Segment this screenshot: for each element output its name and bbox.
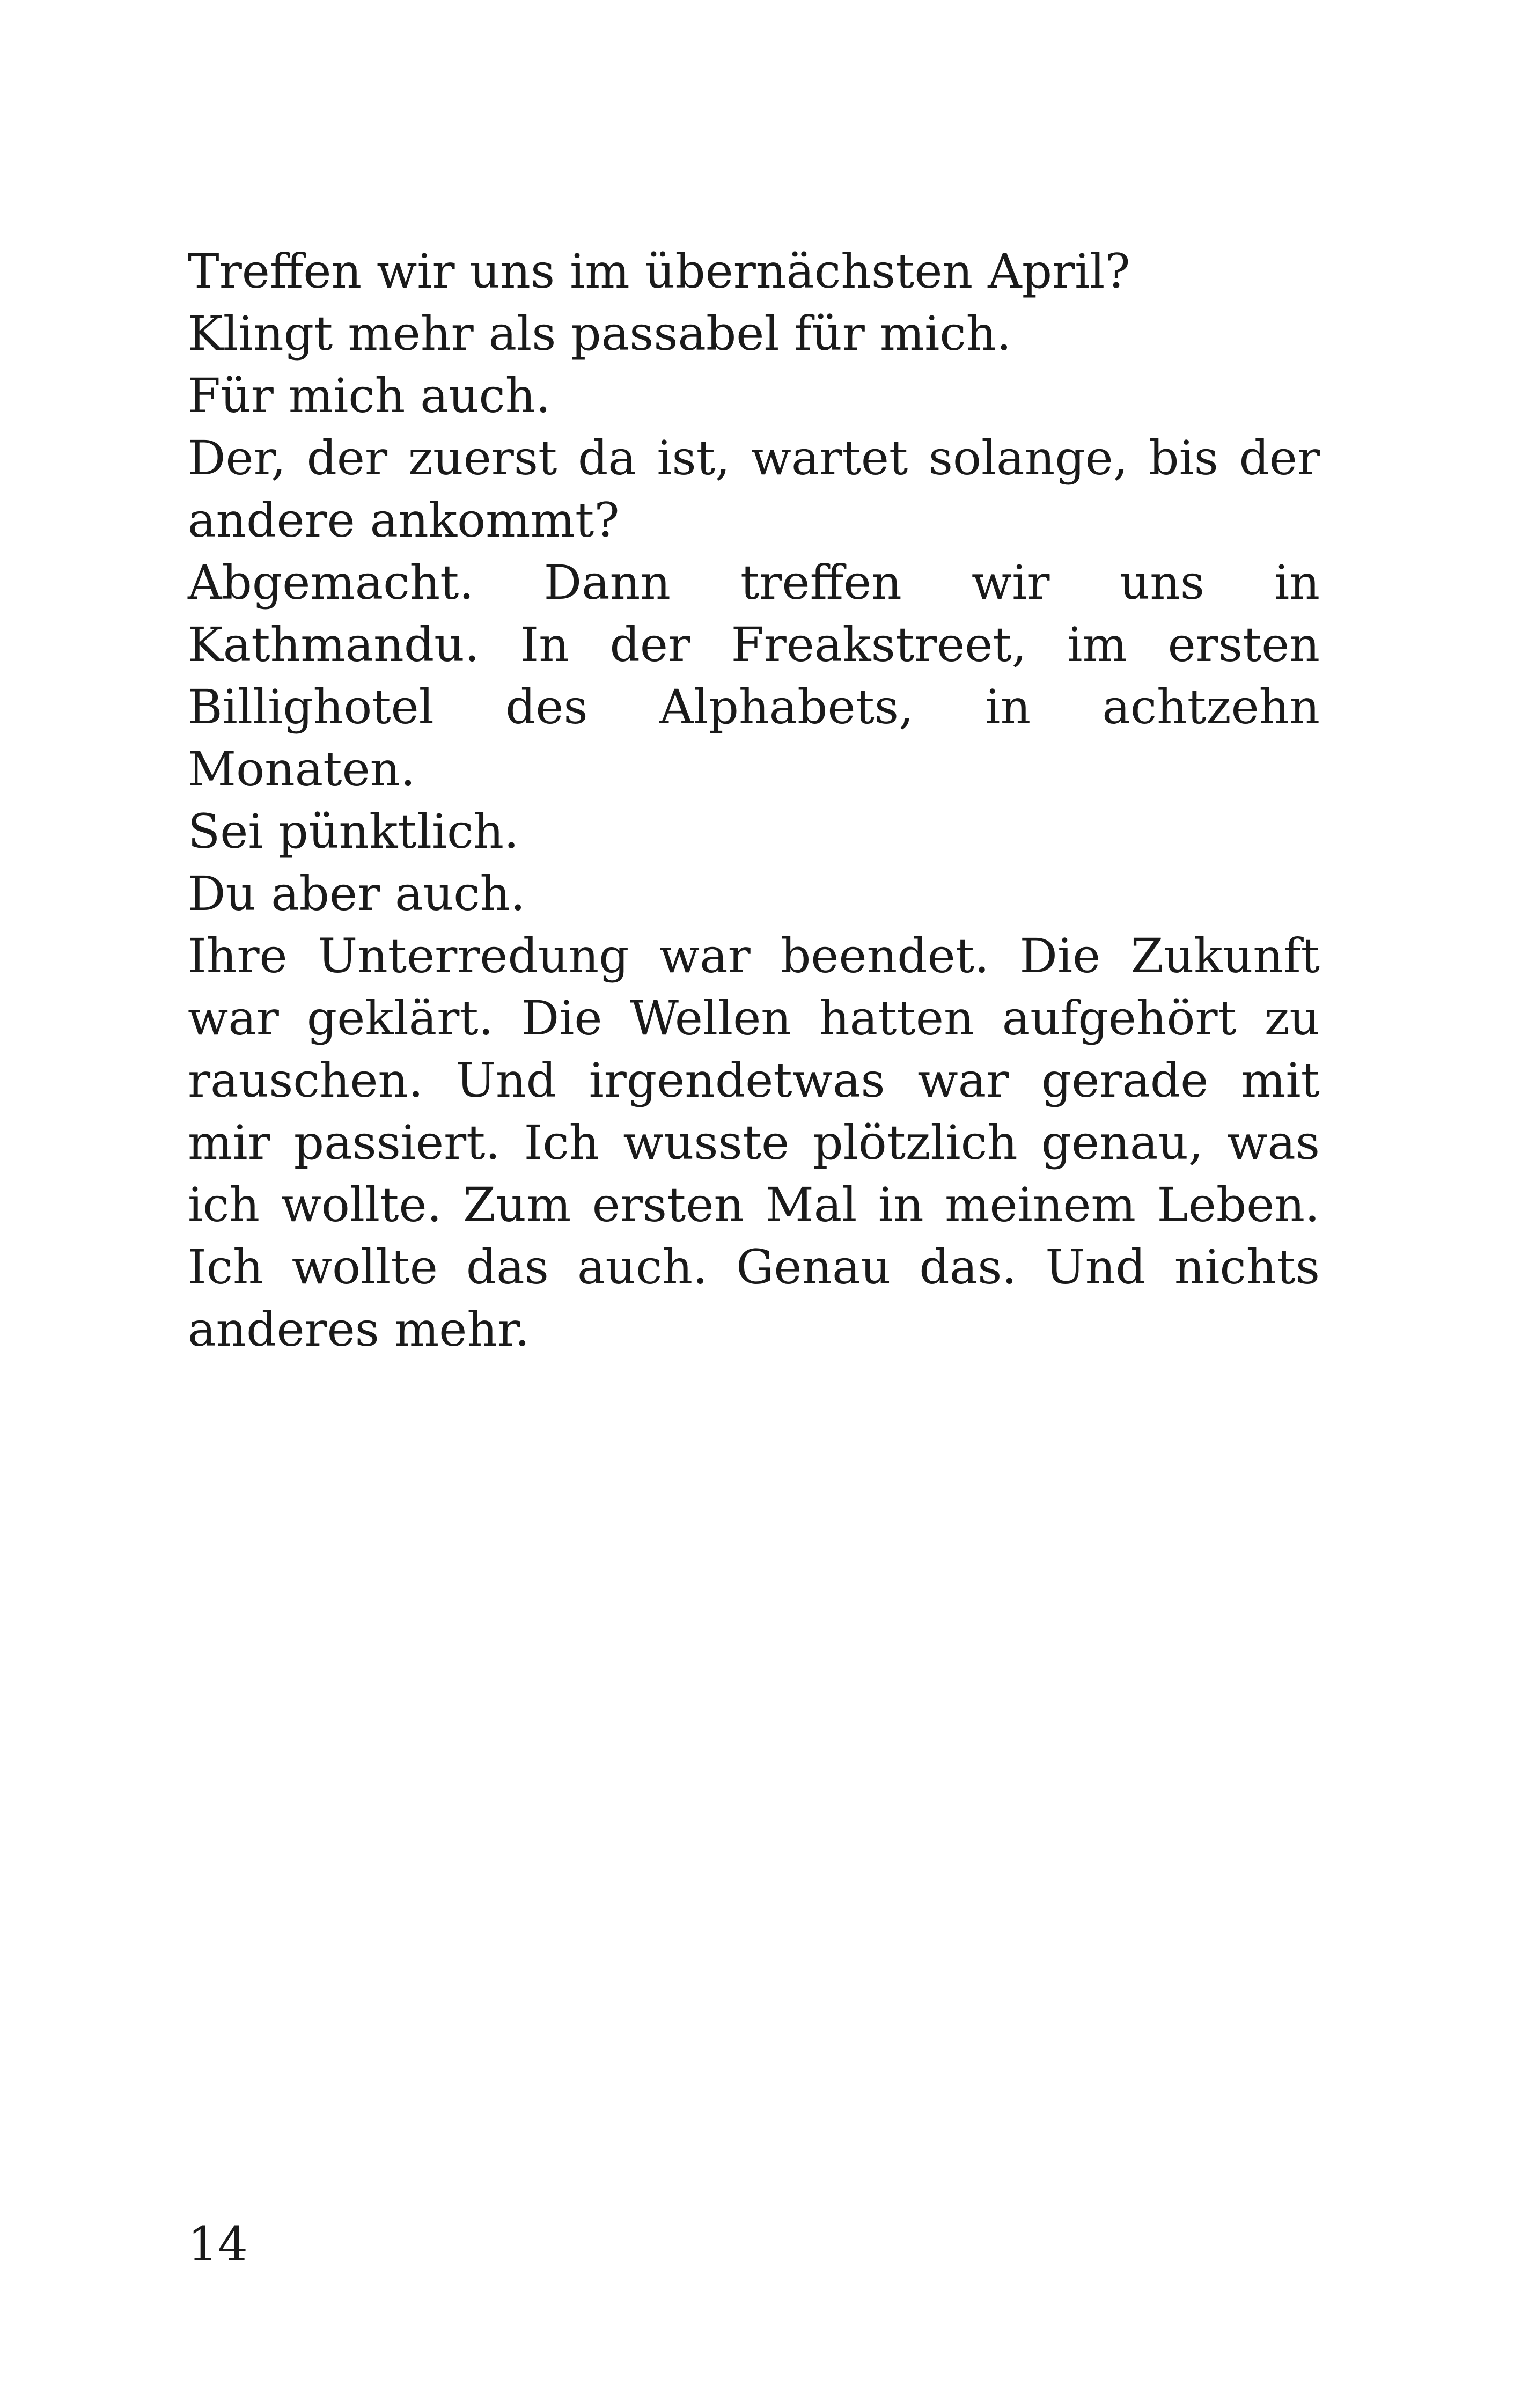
dialogue-line: Der, der zuerst da ist, wartet solange, bis der andere ankommt? xyxy=(188,430,1320,548)
narrative-paragraph: Ihre Unterredung war beendet. Die Zukunft war geklärt. Die Wellen hatten aufgehört zu rauschen. Und irgendetwas war gerade mit mir passiert. Ich wusste plötzlich genau, was ich wollte. Zum ersten Mal in meinem Leben. Ich wollte das auch. Genau das. Und nichts anderes mehr. xyxy=(188,928,1320,1357)
body-text xyxy=(188,240,1320,1361)
dialogue-line: Klingt mehr als passabel für mich. xyxy=(188,306,1012,361)
dialogue-line: Abgemacht. Dann treffen wir uns in Kathmandu. In der Freakstreet, im ersten Billighotel des Alphabets, in achtzehn Monaten. xyxy=(188,555,1320,797)
dialogue-line: Sei pünktlich. xyxy=(188,804,519,859)
page-number: 14 xyxy=(188,2216,248,2272)
dialogue-line: Treffen wir uns im übernächsten April? xyxy=(188,244,1130,299)
dialogue-line: Für mich auch. xyxy=(188,368,551,423)
dialogue-line: Du aber auch. xyxy=(188,866,526,921)
